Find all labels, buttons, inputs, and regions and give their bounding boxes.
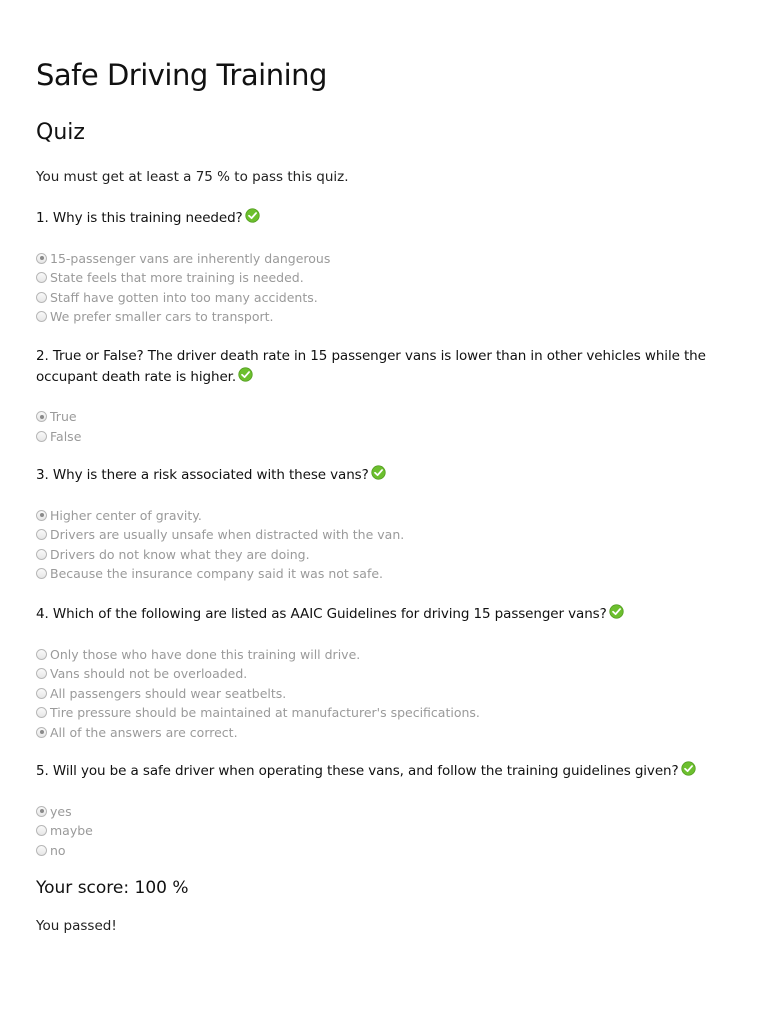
question-2 [36, 347, 726, 446]
question-3 [36, 465, 726, 584]
question-5 [36, 761, 726, 860]
page-title: Safe Driving Training [36, 58, 327, 92]
check-circle-icon [238, 367, 253, 382]
answer-option[interactable]: Tire pressure should be maintained at manufacturer's specifications. [36, 703, 726, 723]
answer-option[interactable]: True [36, 407, 726, 427]
radio-button[interactable] [36, 568, 47, 579]
radio-button[interactable] [36, 431, 47, 442]
answer-options [36, 249, 726, 327]
question-text: 3. Why is there a risk associated with these vans? [36, 465, 726, 486]
question-text: 2. True or False? The driver death rate in 15 passenger vans is lower than in other vehicles while the occupant death rate is higher. [36, 348, 706, 385]
answer-options [36, 506, 726, 584]
score-heading: Your score: 100 % [36, 878, 189, 898]
answer-option[interactable]: Higher center of gravity. [36, 506, 726, 526]
radio-button[interactable] [36, 253, 47, 264]
radio-button[interactable] [36, 292, 47, 303]
check-circle-icon [609, 604, 624, 619]
question-4 [36, 604, 726, 742]
answer-option[interactable]: Vans should not be overloaded. [36, 664, 726, 684]
radio-button[interactable] [36, 668, 47, 679]
radio-button[interactable] [36, 707, 47, 718]
radio-button[interactable] [36, 825, 47, 836]
radio-button[interactable] [36, 529, 47, 540]
answer-option[interactable]: Because the insurance company said it was not safe. [36, 564, 726, 584]
radio-button[interactable] [36, 806, 47, 817]
radio-button[interactable] [36, 510, 47, 521]
radio-button[interactable] [36, 688, 47, 699]
answer-options [36, 802, 726, 861]
answer-option[interactable]: False [36, 427, 726, 447]
answer-option[interactable]: 15-passenger vans are inherently dangerous [36, 249, 726, 269]
answer-option[interactable]: Drivers are usually unsafe when distracted with the van. [36, 525, 726, 545]
quiz-instructions: You must get at least a 75 % to pass this quiz. [36, 169, 349, 185]
radio-button[interactable] [36, 649, 47, 660]
question-1 [36, 208, 726, 327]
check-circle-icon [681, 761, 696, 776]
radio-button[interactable] [36, 845, 47, 856]
radio-button[interactable] [36, 727, 47, 738]
answer-options [36, 645, 726, 743]
answer-options [36, 407, 726, 446]
question-text: 1. Why is this training needed? [36, 208, 726, 229]
question-text: 4. Which of the following are listed as AAIC Guidelines for driving 15 passenger vans? [36, 604, 726, 625]
quiz-heading: Quiz [36, 120, 85, 145]
radio-button[interactable] [36, 549, 47, 560]
check-circle-icon [371, 465, 386, 480]
check-circle-icon [245, 208, 260, 223]
answer-option[interactable]: All of the answers are correct. [36, 723, 726, 743]
result-message: You passed! [36, 918, 117, 934]
answer-option[interactable]: Staff have gotten into too many accidents. [36, 288, 726, 308]
answer-option[interactable]: We prefer smaller cars to transport. [36, 307, 726, 327]
answer-option[interactable]: Only those who have done this training will drive. [36, 645, 726, 665]
answer-option[interactable]: State feels that more training is needed. [36, 268, 726, 288]
radio-button[interactable] [36, 411, 47, 422]
answer-option[interactable]: maybe [36, 821, 726, 841]
answer-option[interactable]: no [36, 841, 726, 861]
answer-option[interactable]: yes [36, 802, 726, 822]
answer-option[interactable]: Drivers do not know what they are doing. [36, 545, 726, 565]
question-text: 5. Will you be a safe driver when operating these vans, and follow the training guidelines given? [36, 761, 726, 782]
answer-option[interactable]: All passengers should wear seatbelts. [36, 684, 726, 704]
radio-button[interactable] [36, 272, 47, 283]
radio-button[interactable] [36, 311, 47, 322]
